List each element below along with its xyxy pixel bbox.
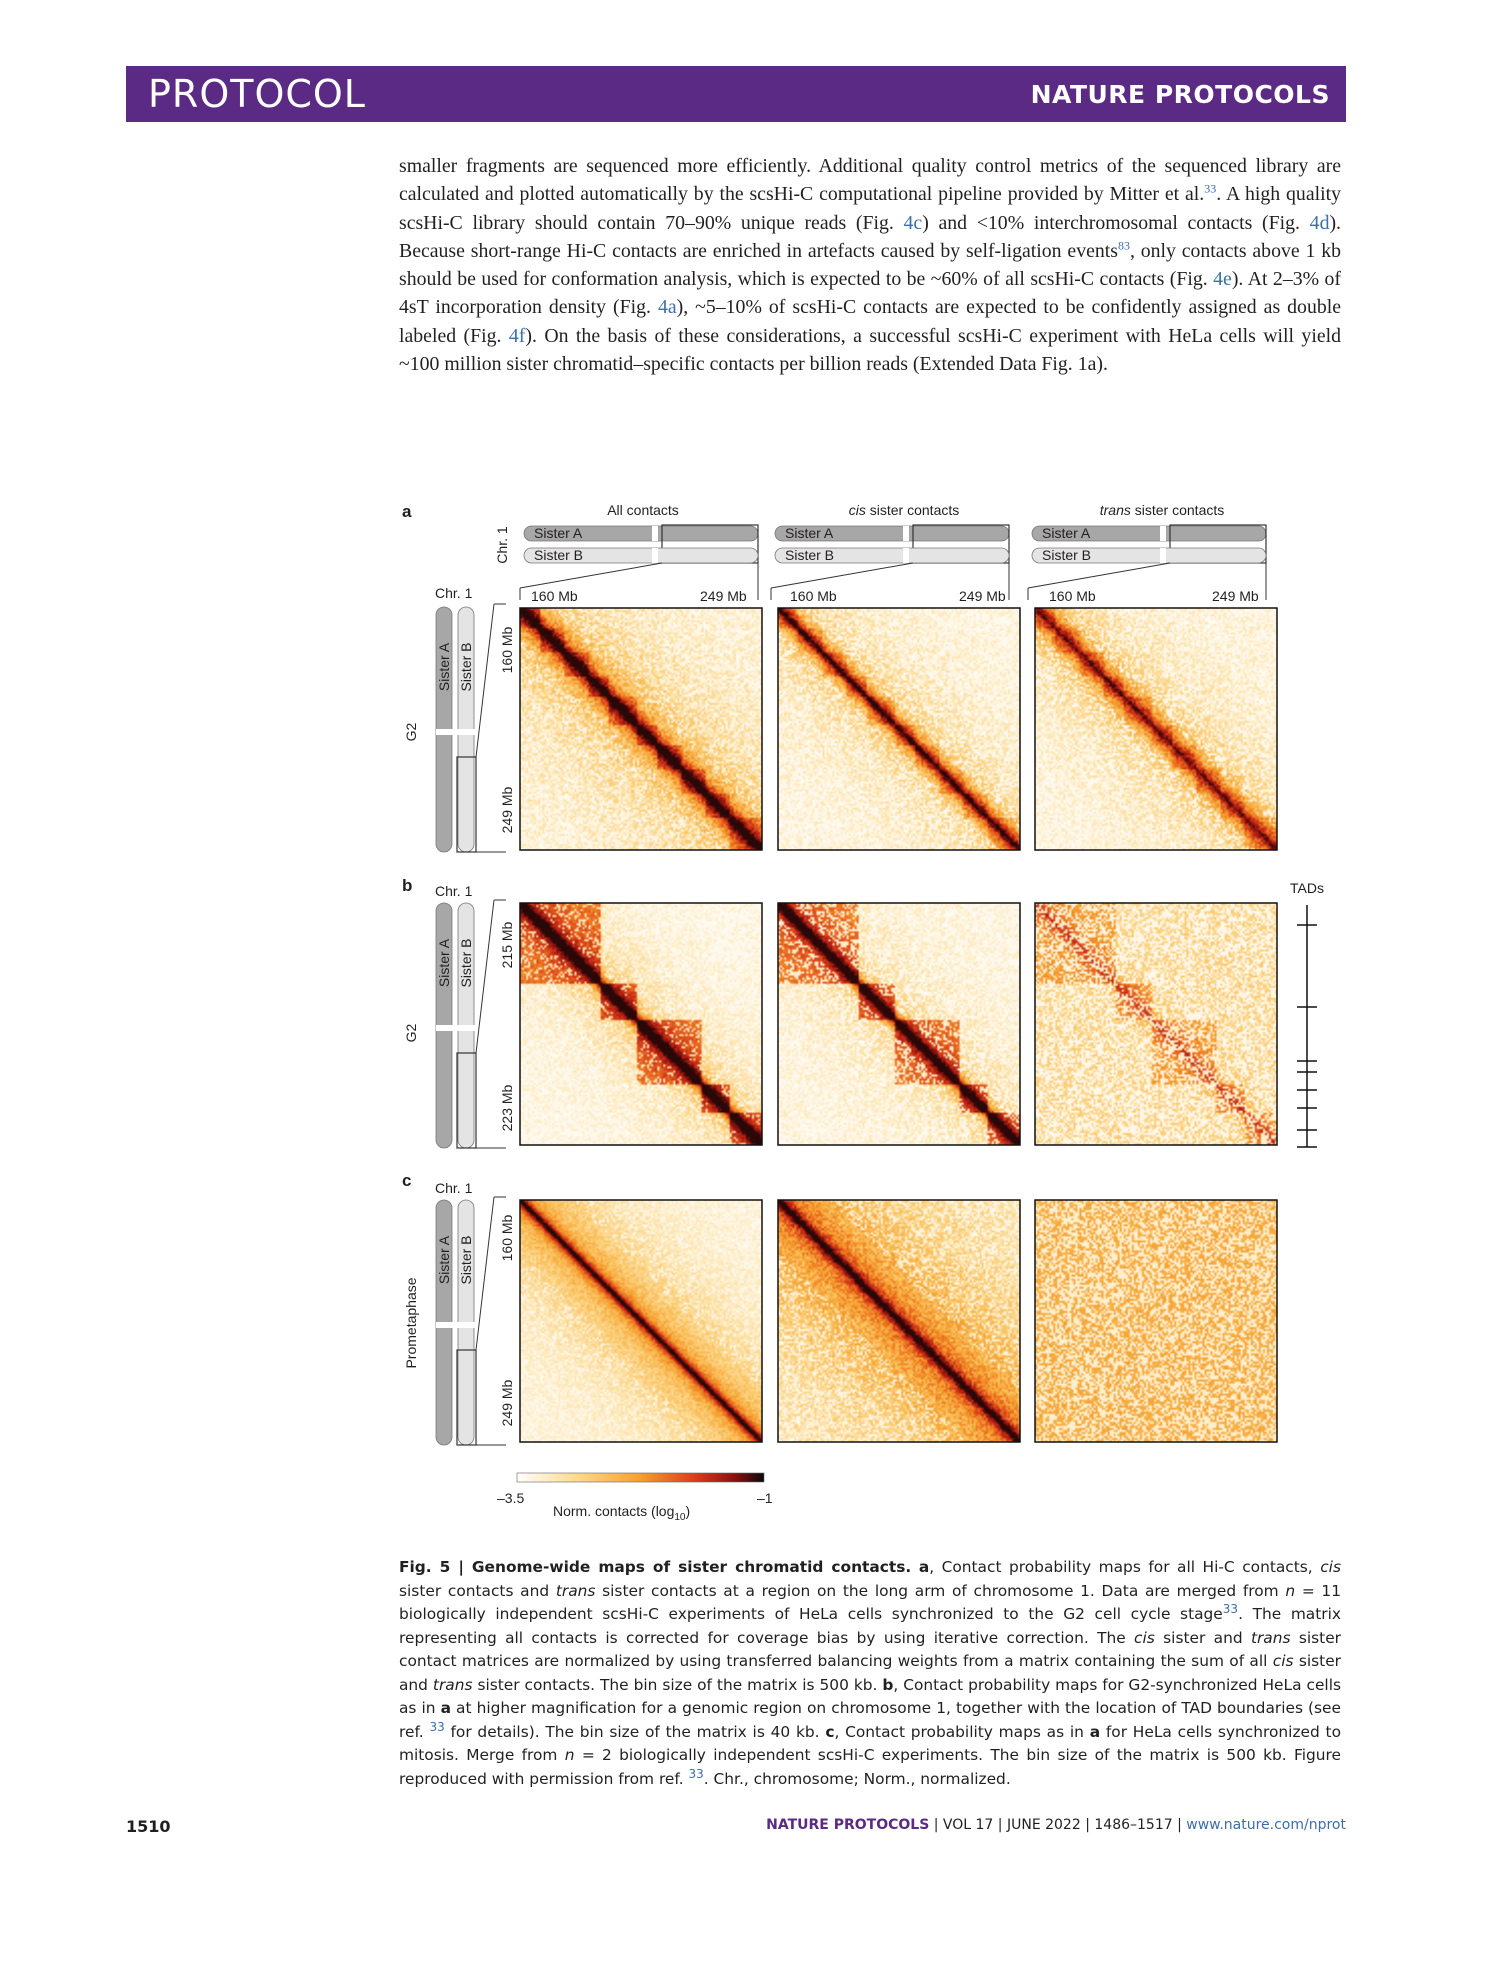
side-ideogram-row-3 (436, 1197, 506, 1445)
contact-map-bcis (778, 903, 1020, 1145)
text-run: ), ~5–10% of scsHi-C contacts are expected to be confidently assigned as double labeled (Fig. (399, 296, 1341, 347)
caption-text: sister contacts at a region on the long arm of chromosome 1. Data are merged from (595, 1581, 1286, 1600)
row-c-end: 249 Mb (499, 1379, 515, 1427)
figure-link[interactable]: 4e (1213, 268, 1232, 291)
contact-map-g2cis (778, 608, 1020, 850)
row-label-prometaphase: Prometaphase (403, 1277, 419, 1369)
heatmaps (520, 608, 1277, 1442)
row-a-start: 160 Mb (499, 626, 515, 674)
reference-link[interactable]: 33 (688, 1766, 704, 1781)
text-run: ) and <10% interchromosomal contacts (Fig. (922, 211, 1310, 234)
tad-boundary-track (1297, 905, 1317, 1147)
caption-text: sister contacts and (399, 1581, 556, 1600)
text-run: smaller fragments are sequenced more efficiently. Additional quality control metrics of the sequenced library are calculated and plotted automatically by the scsHi-C computational pipeline provided by Mitter et al. (399, 155, 1341, 206)
footer-pages: 1486–1517 (1094, 1817, 1173, 1833)
caption-italic: n (564, 1746, 575, 1764)
chr-label-a: Chr. 1 (435, 585, 473, 601)
caption-italic: trans (555, 1581, 596, 1600)
colorbar-label: Norm. contacts $(\log_{10})$ (553, 1503, 691, 1523)
centromere (436, 729, 476, 735)
chr-label-c: Chr. 1 (435, 1180, 473, 1196)
side-ideograms (436, 604, 506, 1445)
contact-map-ccis (778, 1200, 1020, 1442)
centromere (652, 548, 658, 563)
sister-b-label: Sister B (458, 938, 474, 988)
footer-sep: | (929, 1817, 943, 1833)
caption-panel-a: a (1089, 1722, 1101, 1741)
row-b-start: 215 Mb (499, 921, 515, 969)
footer-sep: | (1080, 1817, 1095, 1833)
caption-text: , Contact probability maps for G2-synchronized HeLa cells as in (399, 1675, 1341, 1717)
sister-label: Sister B (1042, 547, 1092, 563)
tads-label: TADs (1290, 880, 1324, 896)
contact-map-g2trans (1035, 608, 1277, 850)
footer-sep: | (993, 1817, 1007, 1833)
colorbar-min: –3.5 (497, 1490, 525, 1506)
row-label-g2-a: G2 (403, 722, 419, 742)
row-a-end: 249 Mb (499, 786, 515, 834)
sister-label: Sister A (534, 525, 583, 541)
figure-link[interactable]: 4d (1309, 211, 1330, 234)
col2-start: 160 Mb (790, 588, 837, 604)
caption-italic: n (1285, 1581, 1296, 1600)
col1-start: 160 Mb (531, 588, 578, 604)
page-number: 1510 (126, 1817, 171, 1836)
caption-text: sister contact matrices are normalized by using transferred balancing weights from a matrix containing the sum of all (399, 1628, 1341, 1670)
zoom-line (520, 563, 662, 588)
row-b-end: 223 Mb (499, 1084, 515, 1132)
panel-label-b: b (402, 876, 413, 895)
centromere (903, 548, 909, 563)
centromere (1160, 548, 1166, 563)
text-run: , only contacts above 1 kb should be used for conformation analysis, which is expected to be ~60% of all scsHi-C contacts (Fig. (399, 239, 1341, 291)
sister-b-label: Sister B (458, 642, 474, 692)
sister-label: Sister A (785, 525, 834, 541)
reference-link[interactable]: 33 (1222, 1601, 1239, 1616)
caption-italic: cis (1320, 1558, 1341, 1576)
colorbar-max: –1 (757, 1490, 773, 1506)
sister-b-label: Sister B (458, 1235, 474, 1285)
caption-text: sister and (1154, 1628, 1251, 1647)
contact-map-call (520, 1200, 762, 1442)
reference-link[interactable]: 83 (1117, 238, 1130, 253)
figure-link[interactable]: 4c (903, 211, 923, 234)
footer-info (766, 1817, 1346, 1833)
caption-text: = 2 biologically independent scsHi-C experiments. The bin size of the matrix is 500 kb. Figure reproduced with permission from ref. (399, 1746, 1341, 1788)
sister-label: Sister B (785, 547, 835, 563)
col3-start: 160 Mb (1049, 588, 1096, 604)
journal-title: NATURE PROTOCOLS (1030, 80, 1330, 109)
centromere (436, 1322, 476, 1328)
side-ideogram-row-2 (436, 900, 506, 1148)
sister-label: Sister B (534, 547, 584, 563)
centromere (436, 1025, 476, 1031)
footer-date: JUNE 2022 (1006, 1817, 1081, 1833)
footer-sep: | (1172, 1817, 1187, 1833)
chr-label-b: Chr. 1 (435, 883, 473, 899)
caption-text: . Chr., chromosome; Norm., normalized. (703, 1769, 1011, 1788)
contact-map-btrans (1035, 903, 1277, 1145)
chromosome-ideograms (520, 525, 1266, 600)
footer-journal: NATURE PROTOCOLS (766, 1817, 930, 1833)
contact-map-g2all (520, 608, 762, 850)
contact-map-ctrans (1035, 1200, 1277, 1442)
caption-text: for HeLa cells synchronized to mitosis. Merge from (399, 1722, 1341, 1764)
text-run: ). On the basis of these considerations, a successful scsHi-C experiment with HeLa cells will yield ~100 million sister chromatid–specific contacts per billion reads (Extended Data Fig. 1a). (399, 324, 1341, 376)
caption-italic: trans (432, 1675, 473, 1694)
caption-text: . The matrix representing all contacts is corrected for coverage bias by using iterative correction. The (399, 1605, 1341, 1647)
centromere (652, 526, 658, 541)
caption-title: Fig. 5 | Genome-wide maps of sister chromatid contacts. (399, 1558, 912, 1576)
footer-volume: VOL 17 (942, 1817, 994, 1833)
reference-link[interactable]: 33 (1204, 181, 1217, 196)
centromere (903, 526, 909, 541)
row-c-start: 160 Mb (499, 1214, 515, 1262)
caption-italic: cis (1272, 1652, 1294, 1670)
contact-map-ball (520, 903, 762, 1145)
chr-label-top: Chr. 1 (494, 526, 510, 564)
sister-a-label: Sister A (436, 642, 452, 692)
reference-link[interactable]: 33 (429, 1719, 445, 1734)
col3-end: 249 Mb (1212, 588, 1259, 604)
zoom-line (476, 900, 494, 1053)
column-title-all: All contacts (607, 502, 679, 518)
zoom-line (476, 1197, 494, 1350)
sister-a-label: Sister A (436, 938, 452, 988)
panel-label-c: c (402, 1171, 412, 1190)
caption-panel-c: c (825, 1722, 835, 1741)
zoom-line (771, 563, 913, 588)
caption-italic: cis (1134, 1628, 1155, 1647)
centromere (1160, 526, 1166, 541)
caption-text: sister and (399, 1652, 1341, 1694)
side-ideogram-row-1 (436, 604, 506, 852)
figure-caption (399, 1556, 1341, 1791)
panel-label-a: a (402, 502, 412, 521)
figure-link[interactable]: 4f (508, 324, 526, 347)
column-title-cis: cis sister contacts (848, 502, 960, 518)
caption-text: , Contact probability maps as in (834, 1722, 1090, 1741)
sister-label: Sister A (1042, 525, 1091, 541)
caption-text: = 11 biologically independent scsHi-C experiments of HeLa cells synchronized to the G2 cell cycle stage (399, 1581, 1342, 1623)
column-title-trans: trans sister contacts (1099, 502, 1225, 518)
caption-text: sister contacts. The bin size of the matrix is 500 kb. (472, 1675, 883, 1694)
caption-panel-a: a (440, 1699, 451, 1717)
row-label-g2-b: G2 (403, 1023, 419, 1043)
caption-panel-b: b (882, 1675, 894, 1694)
caption-text: for details). The bin size of the matrix is 40 kb. (444, 1722, 826, 1741)
caption-panel-a: a (918, 1558, 930, 1576)
footer-url[interactable]: www.nature.com/nprot (1186, 1817, 1346, 1833)
zoom-line (1028, 563, 1170, 588)
col2-end: 249 Mb (959, 588, 1006, 604)
caption-text: at higher magnification for a genomic region on chromosome 1, together with the location of TAD boundaries (see ref. (399, 1699, 1341, 1741)
figure-link[interactable]: 4a (657, 296, 677, 319)
text-run: . A high quality scsHi-C library should contain 70–90% unique reads (Fig. (399, 183, 1341, 234)
colorbar (517, 1473, 764, 1482)
section-title: PROTOCOL (148, 72, 366, 116)
zoom-line (476, 604, 494, 757)
text-run: ). At 2–3% of 4sT incorporation density (Fig. (399, 268, 1342, 319)
col1-end: 249 Mb (700, 588, 747, 604)
text-run: ). Because short-range Hi-C contacts are enriched in artefacts caused by self-ligation events (399, 211, 1341, 262)
caption-italic: trans (1250, 1628, 1291, 1647)
sister-a-label: Sister A (436, 1235, 452, 1285)
caption-text: , Contact probability maps for all Hi-C contacts, (929, 1558, 1321, 1576)
